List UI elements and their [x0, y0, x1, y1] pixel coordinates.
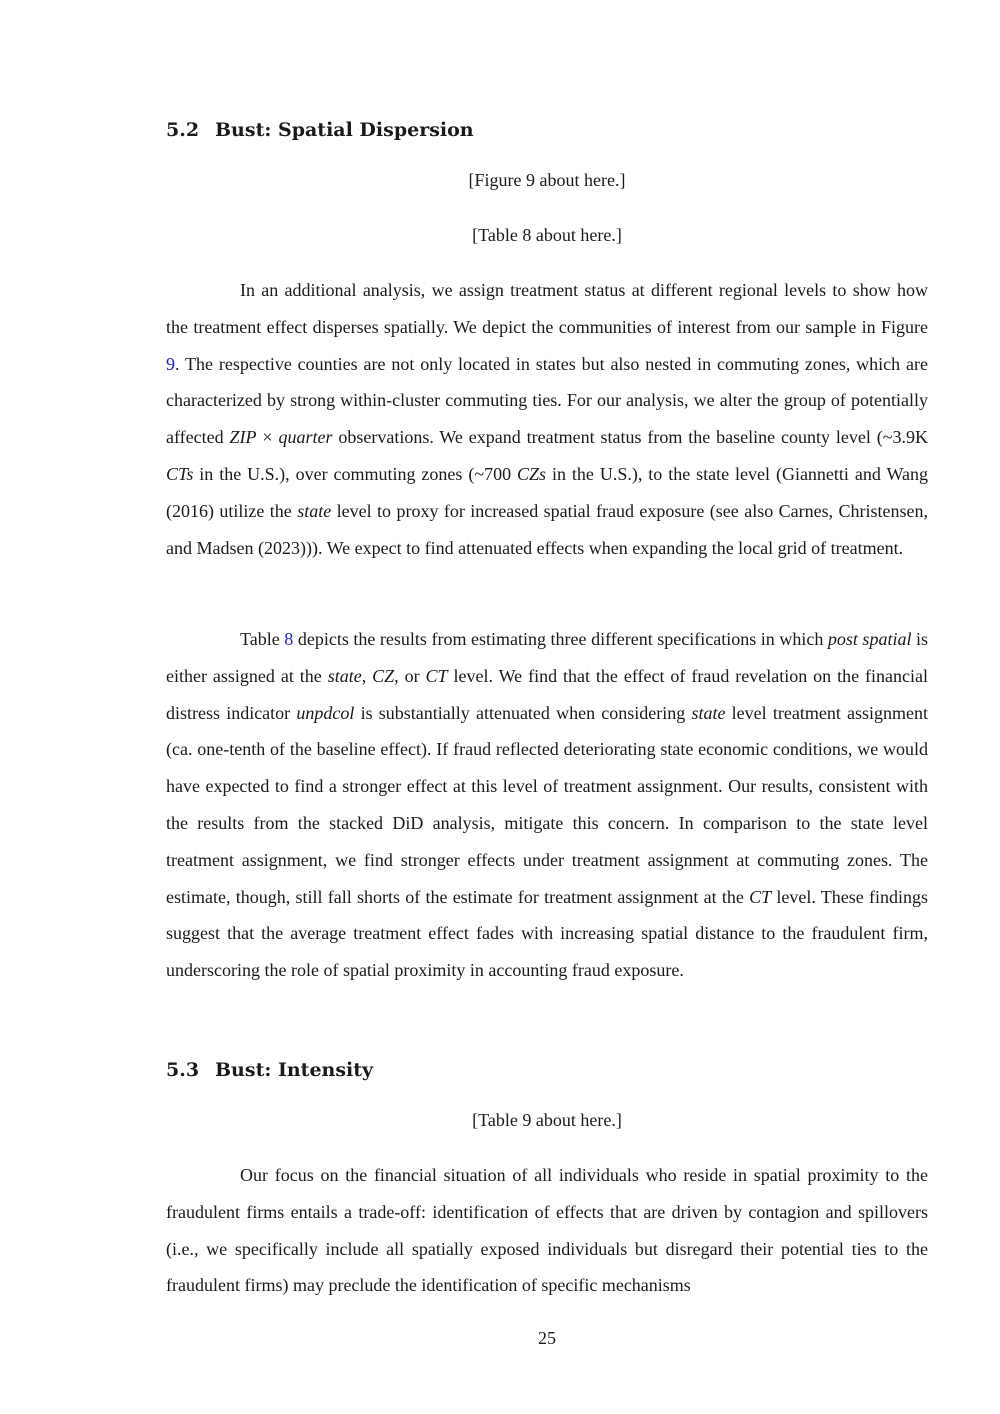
table-placeholder: [Table 8 about here.] [472, 225, 622, 245]
emphasis: state [691, 702, 726, 723]
math-operator: × [256, 427, 279, 448]
text-run: in the U.S.), to the state level (Giannetti and Wang (2016) utilize the [166, 463, 928, 521]
paragraph: Our focus on the financial situation of all individuals who reside in spatial proximity to the fraudulent firms entails a trade-off: identification of effects that are driven by contagion and spillovers (i.e., we specifically include all spatially exposed individuals but disregard their potential ties to the fraudulent firms) may preclude the identification of specific mechanisms [166, 1165, 928, 1296]
section-number: 5.3 [166, 1059, 200, 1081]
text-run: , [361, 665, 373, 686]
paragraph [166, 621, 928, 989]
text-run: level. These findings suggest that the average treatment effect fades with increasing spatial distance to the fraudulent firm, underscoring the role of spatial proximity in accounting fraud exposure. [166, 886, 928, 981]
math-term: CT [749, 886, 772, 907]
emphasis: state [297, 500, 332, 521]
math-term: ZIP [229, 427, 257, 448]
text-run: is substantially attenuated when considering [354, 702, 692, 723]
section-heading-5-3 [166, 1059, 373, 1081]
emphasis: post spatial [827, 629, 912, 649]
math-term: CTs [166, 463, 194, 484]
text-run: level treatment assignment (ca. one-tenth of the baseline effect). If fraud reflected deteriorating state economic conditions, we would have expected to find a stronger effect at this level of treatment assignment. Our results, consistent with the results from the stacked DiD analysis, mitigate this concern. In comparison to the state level treatment assignment, we find stronger effects under treatment assignment at commuting zones. The estimate, though, still fall shorts of the estimate for treatment assignment at the [166, 702, 929, 907]
paragraph [166, 272, 928, 566]
text-run: , or [394, 665, 426, 686]
emphasis: state [327, 665, 362, 686]
figure-reference-link[interactable]: 9 [166, 353, 175, 374]
section-heading-5-2 [166, 119, 474, 141]
section-number: 5.2 [166, 119, 200, 141]
text-run: level to proxy for increased spatial fraud exposure (see also Carnes, Christensen, and Madsen (2023))). We expect to find attenuated effects when expanding the local grid of treatment. [166, 500, 929, 558]
text-run: in the U.S.), over commuting zones (~700 [193, 463, 518, 484]
figure-placeholder: [Figure 9 about here.] [468, 170, 626, 190]
math-term: CZs [517, 463, 547, 484]
section-title: Bust: Spatial Dispersion [215, 119, 474, 141]
table-reference-link[interactable]: 8 [284, 629, 294, 649]
text-run: In an additional analysis, we assign treatment status at different regional levels to show how the treatment effect disperses spatially. We depict the communities of interest from our sample in Figure [166, 280, 928, 337]
text-run: observations. We expand treatment status from the baseline county level (~3.9K [332, 427, 928, 448]
math-term: CT [425, 665, 448, 686]
text-run: . The respective counties are not only located in states but also nested in commuting zones, which are characterized by strong within-cluster commuting ties. For our analysis, we alter the group of potentially affected [166, 353, 928, 448]
section-title: Bust: Intensity [215, 1059, 374, 1081]
math-term: CZ [372, 665, 395, 686]
text-run: depicts the results from estimating three different specifications in which [293, 629, 828, 649]
table-placeholder: [Table 9 about here.] [472, 1110, 622, 1130]
emphasis: unpdcol [296, 702, 355, 723]
text-run: level. We find that the effect of fraud revelation on the financial distress indicator [166, 665, 929, 723]
text-run: Table [240, 629, 285, 649]
text-run: is either assigned at the [166, 629, 929, 686]
page-number: 25 [538, 1328, 556, 1348]
math-term: quarter [278, 427, 333, 448]
